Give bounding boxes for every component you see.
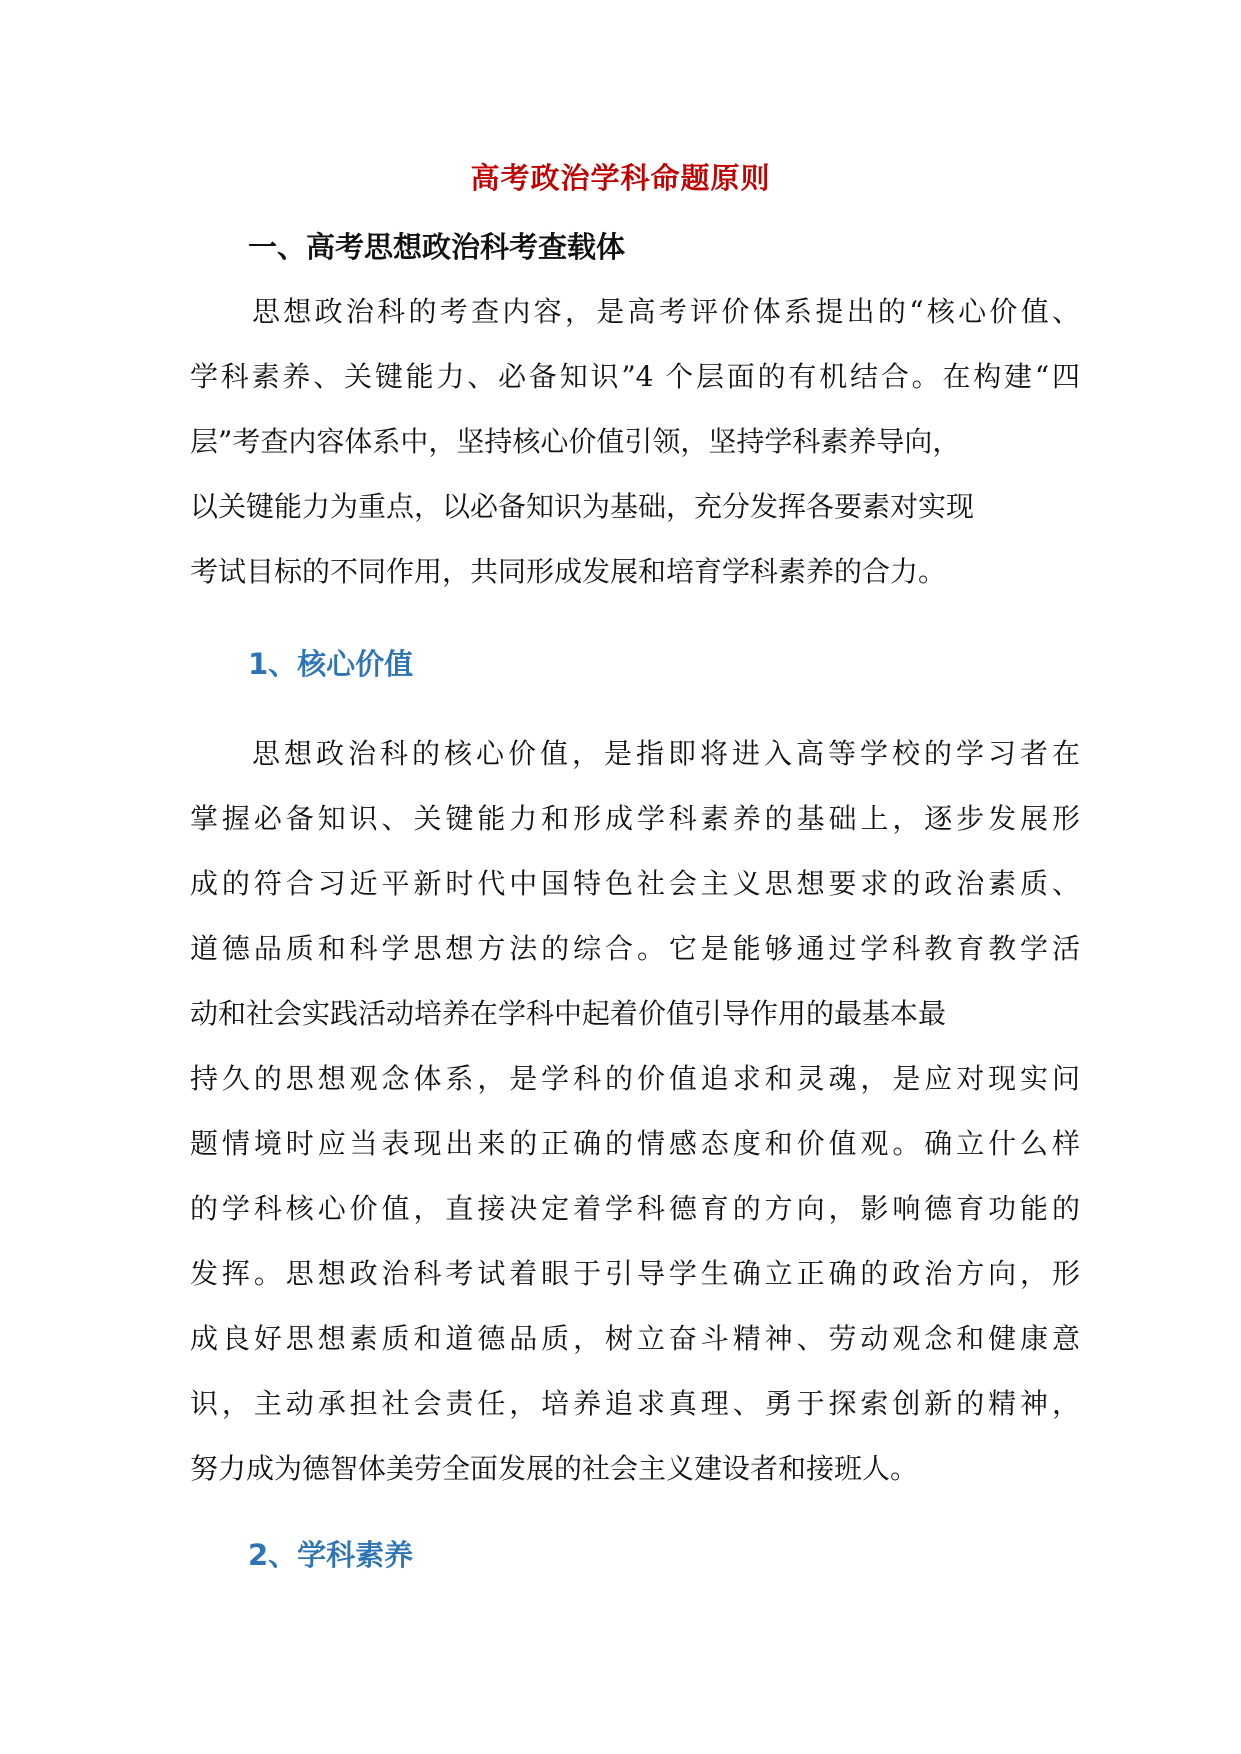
- paragraph-line: 成的符合习近平新时代中国特色社会主义思想要求的政治素质、: [190, 867, 1080, 900]
- paragraph-line: 识，主动承担社会责任，培养追求真理、勇于探索创新的精神，: [190, 1387, 1080, 1420]
- paragraph-line: 掌握必备知识、关键能力和形成学科素养的基础上，逐步发展形: [190, 802, 1080, 835]
- paragraph-line: 以关键能力为重点，以必备知识为基础，充分发挥各要素对实现: [190, 490, 975, 523]
- paragraph-line: 学科素养、关键能力、必备知识”4 个层面的有机结合。在构建“四: [190, 360, 1080, 393]
- paragraph-core-value: [190, 721, 1080, 1501]
- paragraph-line: 成良好思想素质和道德品质，树立奋斗精神、劳动观念和健康意: [190, 1322, 1080, 1355]
- paragraph-line: 题情境时应当表现出来的正确的情感态度和价值观。确立什么样: [190, 1127, 1080, 1160]
- subheading-core-value: 1、核心价值: [248, 647, 414, 681]
- paragraph-line: 发挥。思想政治科考试着眼于引导学生确立正确的政治方向，形: [190, 1257, 1080, 1290]
- paragraph-line: 道德品质和科学思想方法的综合。它是能够通过学科教育教学活: [190, 932, 1080, 965]
- paragraph-exam-content: [190, 279, 1080, 604]
- paragraph-line: 持久的思想观念体系，是学科的价值追求和灵魂，是应对现实问: [190, 1062, 1080, 1095]
- section-heading: 一、高考思想政治科考查载体: [248, 230, 626, 264]
- document-title: 高考政治学科命题原则: [470, 161, 771, 195]
- paragraph-line: 的学科核心价值，直接决定着学科德育的方向，影响德育功能的: [190, 1192, 1080, 1225]
- paragraph-line: 层”考查内容体系中，坚持核心价值引领，坚持学科素养导向，: [190, 425, 961, 458]
- paragraph-line: 思想政治科的核心价值，是指即将进入高等学校的学习者在: [252, 737, 1080, 770]
- subheading-subject-literacy: 2、学科素养: [248, 1538, 414, 1572]
- paragraph-line: 动和社会实践活动培养在学科中起着价值引导作用的最基本最: [190, 997, 947, 1030]
- paragraph-line: 考试目标的不同作用，共同形成发展和培育学科素养的合力。: [190, 555, 947, 588]
- paragraph-line: 思想政治科的考查内容，是高考评价体系提出的“核心价值、: [252, 295, 1080, 328]
- paragraph-line: 努力成为德智体美劳全面发展的社会主义建设者和接班人。: [190, 1452, 919, 1485]
